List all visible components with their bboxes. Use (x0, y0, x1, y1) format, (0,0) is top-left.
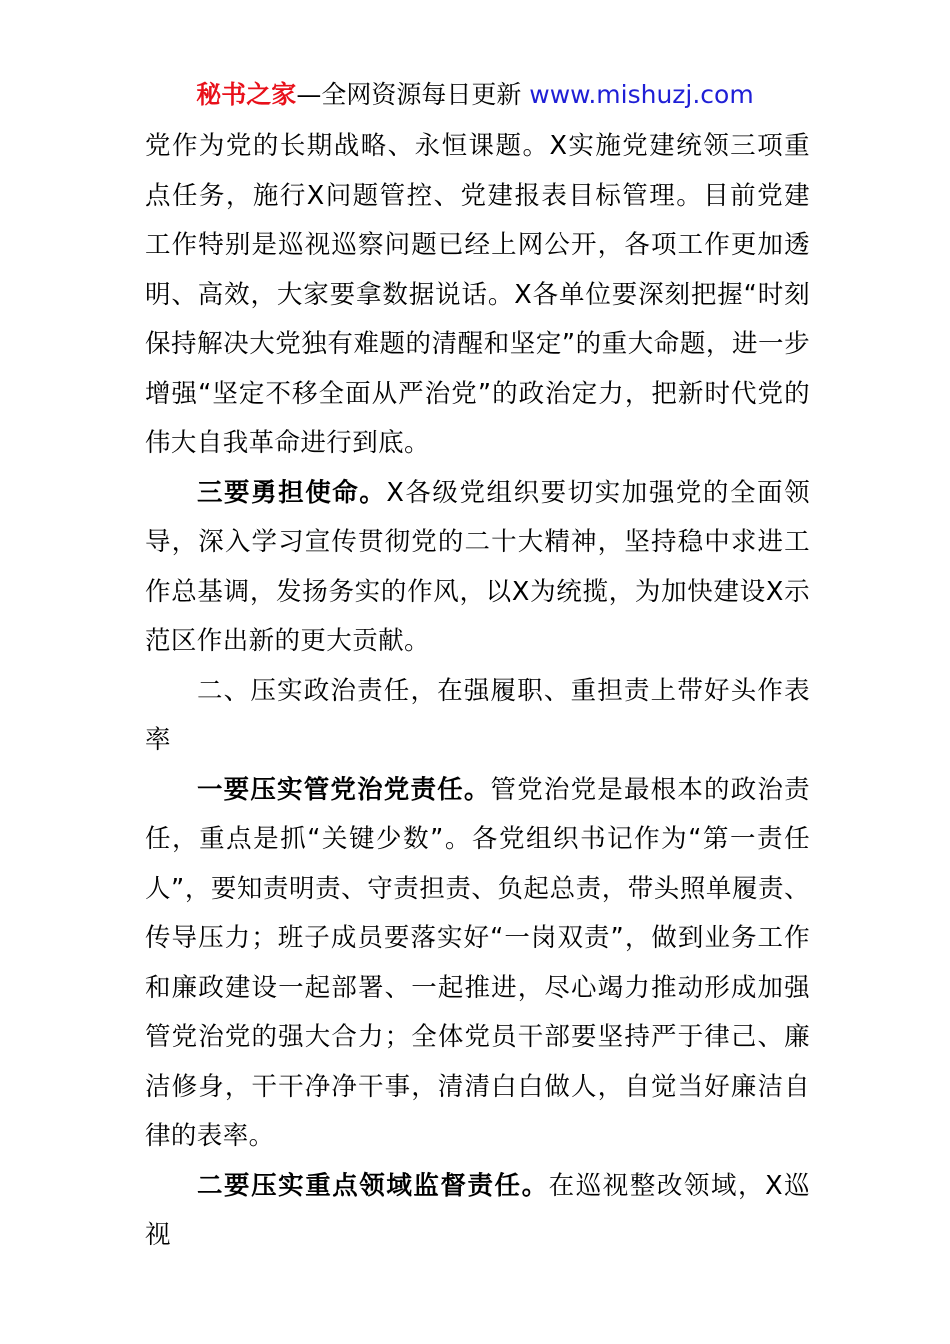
paragraph (145, 1162, 810, 1261)
paragraph-lead: 二要压实重点领域监督责任。 (197, 1170, 549, 1201)
page-header (0, 78, 950, 112)
paragraph-text: X各级党组织要切实加强党的全面领导，深入学习宣传贯彻党的二十大精神，坚持稳中求进工作总基调，发扬务实的作风，以X为统揽，为加快建设X示范区作出新的更大贡献。 (145, 477, 810, 656)
brand-name: 秘书之家 (196, 80, 297, 109)
paragraph (145, 766, 810, 1162)
section-heading (145, 667, 810, 766)
paragraph-text: 在巡视整改领域，X巡视 (145, 1170, 810, 1250)
paragraph (145, 469, 810, 667)
paragraph-lead: 三要勇担使命。 (197, 477, 387, 508)
document-body (145, 122, 810, 1261)
header-tagline: 全网资源每日更新 (321, 80, 522, 109)
header-separator: — (296, 80, 322, 109)
paragraph-lead: 一要压实管党治党责任。 (197, 774, 491, 805)
paragraph-text: 党作为党的长期战略、永恒课题。X实施党建统领三项重点任务，施行X问题管控、党建报表目标管理。目前党建工作特别是巡视巡察问题已经上网公开，各项工作更加透明、高效，大家要拿数据说话。X各单位要深刻把握“时刻保持解决大党独有难题的清醒和坚定”的重大命题，进一步增强“坚定不移全面从严治党”的政治定力，把新时代党的伟大自我革命进行到底。 (145, 131, 810, 458)
header-url-link[interactable]: www.mishuzj.com (529, 80, 754, 109)
paragraph-text: 二、压实政治责任，在强履职、重担责上带好头作表率 (145, 675, 810, 755)
paragraph-text: 管党治党是最根本的政治责任，重点是抓“关键少数”。各党组织书记作为“第一责任人”，要知责明责、守责担责、负起总责，带头照单履责、传导压力；班子成员要落实好“一岗双责”，做到业务工作和廉政建设一起部署、一起推进，尽心竭力推动形成加强管党治党的强大合力；全体党员干部要坚持严于律己、廉洁修身，干干净净干事，清清白白做人，自觉当好廉洁自律的表率。 (145, 774, 810, 1151)
paragraph (145, 122, 810, 469)
